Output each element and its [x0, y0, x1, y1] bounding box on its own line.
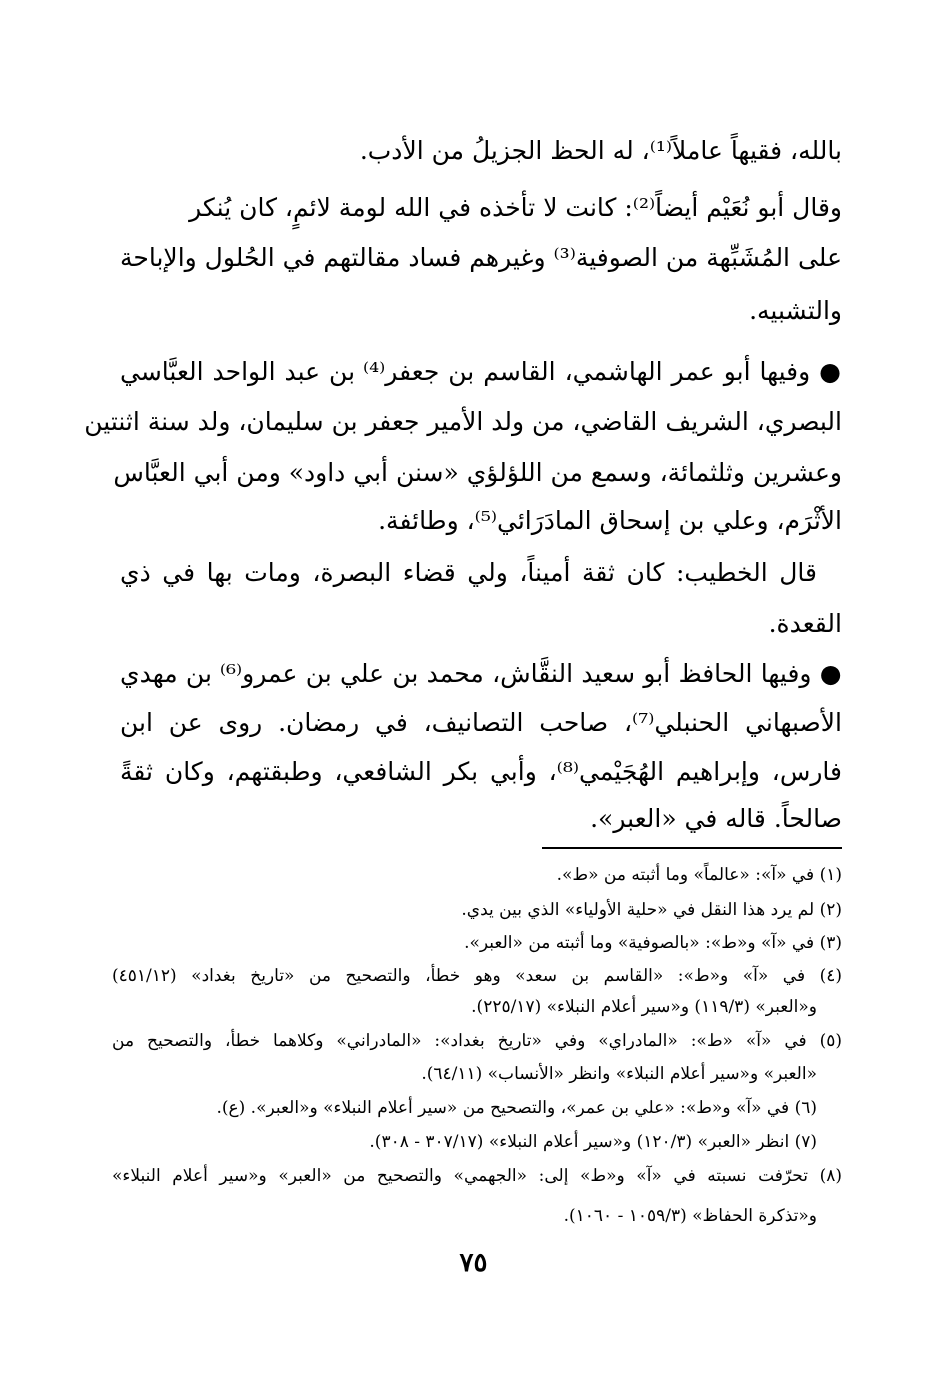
footnote-1: (١) في «آ»: «عالماً» وما أثبته من «ط». — [556, 865, 842, 885]
footnote-7: (٧) انظر «العبر» (١٢٠/٣) و«سير أعلام النبلاء» (٣٠٧/١٧ - ٣٠٨). — [369, 1132, 817, 1152]
body-line-11: ● وفيها الحافظ أبو سعيد النقَّاش، محمد بن علي بن عمرو⁽⁶⁾ بن مهدي — [120, 659, 842, 688]
footnote-8-cont: و«تذكرة الحفاظ» (١٠٥٩/٣ - ١٠٦٠). — [563, 1206, 817, 1226]
body-line-8: الأثْرَم، وعلي بن إسحاق المادَرَائي⁽⁵⁾، وطائفة. — [378, 506, 842, 535]
body-line-6: البصري، الشريف القاضي، من ولد الأمير جعفر بن سليمان، ولد سنة اثنتين — [84, 407, 842, 436]
footnote-8: (٨) تحرّفت نسبته في «آ» و«ط» إلى: «الجهمي» والتصحيح من «العبر» و«سير أعلام النبلاء» — [112, 1166, 842, 1186]
body-line-3: على المُشَبِّهة من الصوفية⁽³⁾ وغيرهم فساد مقالتهم في الحُلول والإباحة — [120, 243, 842, 272]
body-line-1: بالله، فقيهاً عاملاً⁽¹⁾، له الحظ الجزيلُ من الأدب. — [359, 136, 842, 165]
body-line-4: والتشبيه. — [749, 296, 842, 325]
body-line-12: الأصبهاني الحنبلي⁽⁷⁾، صاحب التصانيف، في رمضان. روى عن ابن — [120, 708, 842, 737]
footnote-6: (٦) في «آ» و«ط»: «علي بن عمر»، والتصحيح من «سير أعلام النبلاء» و«العبر». (ع). — [216, 1098, 817, 1118]
body-line-13: فارس، وإبراهيم الهُجَيْمي⁽⁸⁾، وأبي بكر الشافعي، وطبقتهم، وكان ثقةً — [120, 757, 842, 786]
body-line-9: قال الخطيب: كان ثقة أميناً، ولي قضاء البصرة، ومات بها في ذي — [120, 558, 817, 587]
footnote-4-cont: و«العبر» (١١٩/٣) و«سير أعلام النبلاء» (٢٢٥/١٧). — [471, 997, 817, 1017]
footnote-separator — [542, 847, 842, 849]
body-line-5: ● وفيها أبو عمر الهاشمي، القاسم بن جعفر⁽⁴⁾ بن عبد الواحد العبَّاسي — [120, 357, 842, 386]
footnote-4: (٤) في «آ» و«ط»: «القاسم بن سعد» وهو خطأ، والتصحيح من «تاريخ بغداد» (٤٥١/١٢) — [112, 966, 842, 986]
footnote-2: (٢) لم يرد هذا النقل في «حلية الأولياء» الذي بين يدي. — [461, 900, 842, 920]
footnote-5: (٥) في «آ» «ط»: «المادراي» وفي «تاريخ بغداد»: «المادراني» وكلاهما خطأ، والتصحيح من — [112, 1031, 842, 1051]
body-line-14: صالحاً. قاله في «العبر». — [590, 804, 842, 833]
body-line-2: وقال أبو نُعَيْم أيضاً⁽²⁾: كانت لا تأخذه في الله لومة لائمٍ، كان يُنكر — [189, 193, 842, 222]
footnote-5-cont: «العبر» و«سير أعلام النبلاء» وانظر «الأنساب» (٦٤/١١). — [421, 1064, 817, 1084]
body-line-7: وعشرين وثلثمائة، وسمع من اللؤلؤي «سنن أبي داود» ومن أبي العبَّاس — [113, 458, 842, 487]
body-line-10: القعدة. — [768, 609, 842, 638]
page-number: ٧٥ — [459, 1248, 488, 1278]
footnote-3: (٣) في «آ» و«ط»: «بالصوفية» وما أثبته من «العبر». — [464, 933, 842, 953]
